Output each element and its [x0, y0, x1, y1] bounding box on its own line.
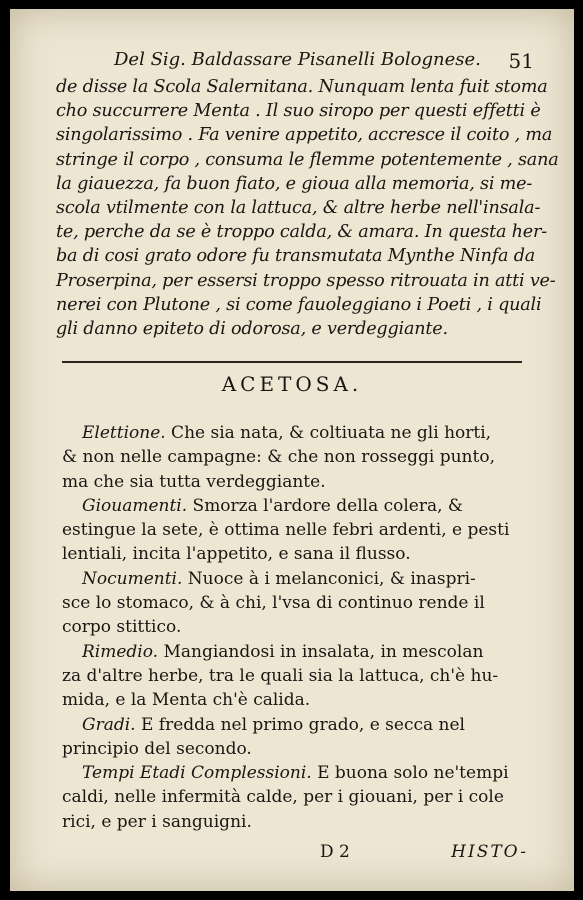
entry-text: sce lo stomaco, & à chi, l'vsa di continuo rende il [62, 593, 485, 614]
entry-gradi [62, 713, 532, 762]
entry-tempi-etadi-complessioni [62, 761, 532, 834]
entry-giouamenti [62, 494, 532, 567]
text-line: stringe il corpo , consuma le flemme potentemente , sana [56, 149, 559, 170]
signature-mark: D 2 [320, 842, 350, 862]
entry-rimedio [62, 640, 532, 713]
entry-text: Nuoce à i melanconici, & inaspri- [182, 568, 476, 589]
entry-label: Nocumenti. [82, 568, 183, 589]
text-line: la giauezza, fa buon fiato, e gioua alla memoria, si me- [56, 173, 533, 194]
entry-label: Giouamenti. [82, 495, 188, 516]
text-line: Proserpina, per essersi troppo spesso ritrouata in atti ve- [56, 270, 556, 291]
text-line: de disse la Scola Salernitana. Nunquam lenta fuit stoma [56, 77, 548, 97]
text-line: scola vtilmente con la lattuca, & altre herbe nell'insala- [56, 198, 541, 219]
entry-text: corpo stittico. [62, 617, 182, 638]
text-line: gli danno epiteto di odorosa, e verdeggiante. [56, 319, 448, 340]
catchword: HISTO- [451, 842, 528, 862]
entry-text: & non nelle campagne: & che non rosseggi punto, [62, 447, 495, 468]
continued-paragraph [56, 75, 559, 341]
entry-label: Gradi. [82, 714, 136, 735]
text-line: ba di cosi grato odore fu transmutata Mynthe Ninfa da [56, 246, 536, 267]
entries-list [62, 421, 532, 834]
entry-text: E fredda nel primo grado, e secca nel [135, 714, 465, 735]
entry-nocumenti [62, 567, 532, 640]
page-footer [320, 842, 540, 866]
entry-text: ma che sia tutta verdeggiante. [62, 471, 326, 492]
entry-text: lentiali, incita l'appetito, e sana il flusso. [62, 544, 411, 565]
text-line: nerei con Plutone , si come fauoleggiano i Poeti , i quali [56, 294, 542, 315]
entry-text: Smorza l'ardore della colera, & [187, 495, 464, 516]
text-line: singolarissimo . Fa venire appetito, accresce il coito , ma [56, 125, 553, 146]
text-line: cho succurrere Menta . Il suo siropo per questi effetti è [56, 101, 541, 122]
entry-text: principio del secondo. [62, 738, 252, 759]
section-heading: ACETOSA. [221, 372, 363, 396]
book-page [10, 9, 574, 891]
section-divider [62, 361, 522, 363]
entry-label: Tempi Etadi Complessioni. [82, 763, 312, 784]
entry-text: Che sia nata, & coltiuata ne gli horti, [165, 423, 492, 443]
entry-text: za d'altre herbe, tra le quali sia la lattuca, ch'è hu- [62, 665, 499, 686]
entry-text: Mangiandosi in insalata, in mescolan [158, 641, 484, 662]
text-line: te, perche da se è troppo calda, & amara. In questa her- [56, 222, 547, 243]
entry-text: estingue la sete, è ottima nelle febri ardenti, e pesti [62, 520, 510, 541]
entry-text: E buona solo ne'tempi [311, 763, 509, 784]
entry-label: Elettione. [82, 423, 166, 443]
page-number: 51 [508, 49, 534, 73]
entry-text: mida, e la Menta ch'è calida. [62, 690, 311, 711]
running-title: Del Sig. Baldassare Pisanelli Bolognese. [114, 49, 481, 70]
entry-text: rici, e per i sanguigni. [62, 811, 252, 832]
entry-text: caldi, nelle infermità calde, per i giouani, per i cole [62, 787, 504, 808]
entry-elettione [62, 421, 532, 494]
entry-label: Rimedio. [82, 641, 159, 662]
